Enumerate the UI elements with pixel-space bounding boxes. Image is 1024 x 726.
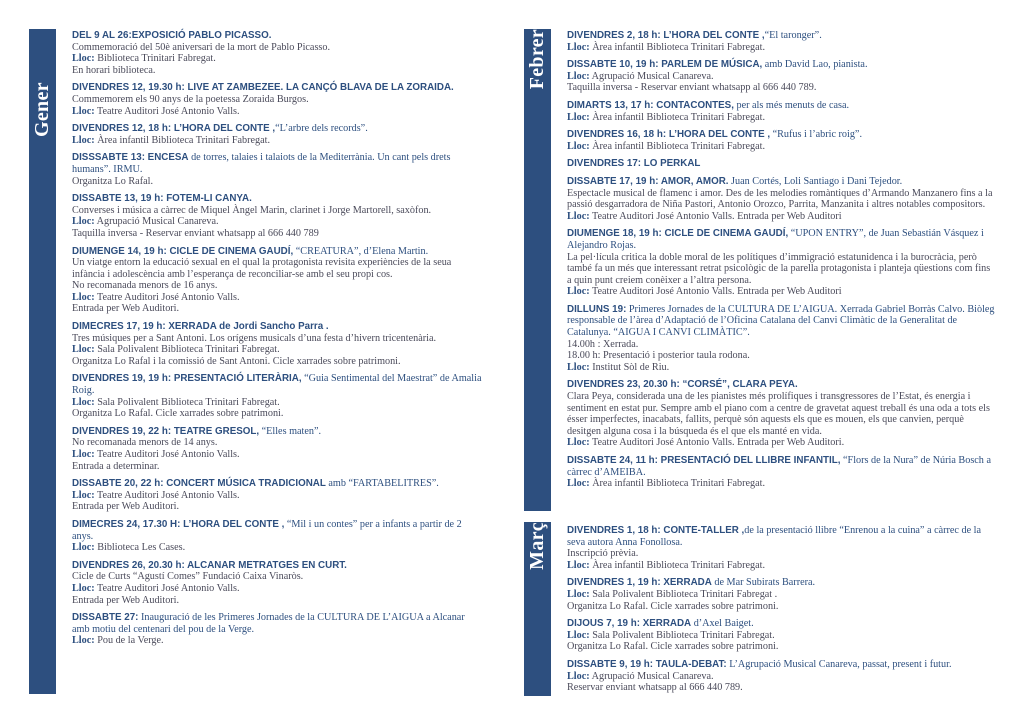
detail-text: Organitza Lo Rafal. Cicle xarrades sobre patrimoni. xyxy=(567,641,779,653)
event-item xyxy=(72,373,482,419)
event-item xyxy=(72,519,482,554)
event-item xyxy=(567,577,997,612)
event-detail xyxy=(72,228,482,240)
event-subtitle: de Mar Subirats Barrera. xyxy=(711,577,816,589)
event-heading xyxy=(567,228,997,251)
event-heading xyxy=(567,659,997,671)
detail-text: Àrea infantil Biblioteca Trinitari Fabregat. xyxy=(589,140,766,152)
event-item xyxy=(567,618,997,653)
event-heading xyxy=(72,560,482,572)
venue-label: Lloc: xyxy=(72,635,95,647)
event-venue xyxy=(567,362,997,374)
event-item xyxy=(72,478,482,513)
venue-label: Lloc: xyxy=(72,396,95,408)
event-date: DISSABTE 17, 19 h: xyxy=(567,175,659,187)
event-title: XERRADA xyxy=(639,618,692,630)
month-label-marc: Març xyxy=(526,522,548,570)
event-title: L’HORA DEL CONTE , xyxy=(660,30,765,41)
event-venue xyxy=(72,292,482,304)
event-heading xyxy=(567,129,997,141)
event-heading xyxy=(567,59,997,71)
event-subtitle: “UPON ENTRY”, de Juan Sebastián Vásquez i Alejandro Rojas. xyxy=(567,228,984,251)
event-detail xyxy=(72,356,482,368)
detail-text: Entrada per Web Auditori. xyxy=(72,501,180,513)
event-venue xyxy=(72,490,482,502)
detail-text: Agrupació Musical Canareva. xyxy=(589,670,714,682)
event-title: ALCANAR METRATGES EN CURT. xyxy=(184,559,347,571)
event-date: DISSABTE 20, 22 h: xyxy=(72,478,164,490)
event-detail xyxy=(72,205,482,217)
event-subtitle: “CREATURA”, d’Elena Martin. xyxy=(293,245,429,257)
event-detail xyxy=(72,333,482,345)
event-subtitle: “Mil i un contes” per a infants a partir de 2 anys. xyxy=(72,518,462,542)
event-venue xyxy=(567,71,997,83)
event-item xyxy=(567,59,997,94)
event-title: L’HORA DEL CONTE , xyxy=(666,129,771,141)
venue-label: Lloc: xyxy=(567,588,590,600)
event-title: PRESENTACIÓ DEL LLIBRE INFANTIL, xyxy=(657,455,841,466)
detail-text: Sala Polivalent Biblioteca Trinitari Fabregat. xyxy=(94,396,280,408)
detail-text: Organitza Lo Rafal. xyxy=(72,175,153,187)
detail-text: Sala Polivalent Biblioteca Trinitari Fabregat . xyxy=(589,588,778,600)
event-subtitle: “Elles maten”. xyxy=(259,425,322,437)
detail-text: Entrada per Web Auditori. xyxy=(72,594,180,606)
event-item xyxy=(72,560,482,606)
event-date: DIVENDRES 16, 18 h: xyxy=(567,129,667,141)
event-detail xyxy=(72,595,482,607)
event-title: PARLEM DE MÚSICA, xyxy=(658,59,763,71)
event-detail xyxy=(567,82,997,94)
events-gener xyxy=(72,30,482,653)
event-date: DIVENDRES 2, 18 h: xyxy=(567,30,661,41)
event-date: DISSABTE 10, 19 h: xyxy=(567,59,659,71)
event-venue xyxy=(567,589,997,601)
detail-text: Teatre Auditori José Antonio Valls. xyxy=(94,105,240,117)
event-heading xyxy=(567,176,997,188)
detail-text: Biblioteca Trinitari Fabregat. xyxy=(94,53,216,65)
event-heading xyxy=(567,30,997,42)
event-detail xyxy=(72,461,482,473)
venue-label: Lloc: xyxy=(72,489,95,501)
event-detail xyxy=(72,65,482,77)
event-heading xyxy=(72,193,482,205)
event-title: CONTACONTES, xyxy=(653,99,734,111)
venue-label: Lloc: xyxy=(567,111,590,123)
venue-label: Lloc: xyxy=(567,41,590,53)
event-subtitle: de torres, talaies i talaiots de la Mediterrània. Un cant pels drets humans”. IRMU. xyxy=(72,152,451,175)
event-detail xyxy=(567,252,997,287)
event-date: DIUMENGE 18, 19 h: xyxy=(567,228,662,240)
event-date: DISSABTE 9, 19 h: xyxy=(567,658,654,670)
event-item xyxy=(72,30,482,76)
event-date: DIVENDRES 23, 20.30 h: xyxy=(567,379,680,391)
event-title: AMOR, AMOR. xyxy=(658,175,729,187)
event-heading xyxy=(72,246,482,258)
event-venue xyxy=(567,560,997,572)
detail-text: Organitza Lo Rafal i la comissió de Sant Antoni. Cicle xarrades sobre patrimoni. xyxy=(72,355,401,367)
event-item xyxy=(567,379,997,449)
detail-text: No recomanada menors de 16 anys. xyxy=(72,280,218,292)
venue-label: Lloc: xyxy=(567,629,590,641)
event-title: CONCERT MÚSICA TRADICIONAL xyxy=(163,478,326,490)
event-subtitle: Inauguració de les Primeres Jornades de la CULTURA DE L’AIGUA a Alcanar amb motiu del centenari del pou de la Verge. xyxy=(72,612,465,635)
event-heading xyxy=(72,478,482,490)
detail-text: Sala Polivalent Biblioteca Trinitari Fabregat. xyxy=(94,344,280,356)
event-venue xyxy=(72,53,482,65)
event-venue xyxy=(567,42,997,54)
event-date: DIVENDRES 1, 18 h: xyxy=(567,525,661,536)
event-subtitle: de la presentació llibre “Enrenou a la cuina” a càrrec de la seva autora Anna Fonollosa. xyxy=(567,525,982,548)
detail-text: Teatre Auditori José Antonio Valls. Entrada per Web Auditori xyxy=(589,286,842,298)
event-date: DISSSABTE 13: xyxy=(72,152,145,164)
event-venue xyxy=(567,211,997,223)
event-date: DIMECRES 24, 17.30 H: xyxy=(72,518,181,530)
event-date: DIVENDRES 1, 19 h: xyxy=(567,577,661,589)
detail-text: Organitza Lo Rafal. Cicle xarrades sobre patrimoni. xyxy=(567,600,779,612)
event-heading xyxy=(567,379,997,391)
event-heading xyxy=(72,123,482,135)
detail-text: No recomanada menors de 14 anys. xyxy=(72,437,218,449)
event-venue xyxy=(72,635,482,647)
detail-text: Commemorem els 90 anys de la poetessa Zoraida Burgos. xyxy=(72,93,309,105)
event-item xyxy=(567,455,997,490)
detail-text: La pel·lícula critica la doble moral de les polítiques d’immigració estatunidenca i la burocràcia, però també fa un més que interessant retrat psicològic de la parella protagonista i planteja qüestions com fins a quin punt creiem conèixer a l’altra persona. xyxy=(567,251,991,286)
event-venue xyxy=(567,671,997,683)
event-title: “CORSÉ”, CLARA PEYA. xyxy=(679,379,798,391)
detail-text: Biblioteca Les Cases. xyxy=(94,542,186,554)
event-heading xyxy=(72,321,482,333)
detail-text: Taquilla inversa - Reservar enviant whatsapp al 666 440 789 xyxy=(72,227,319,239)
event-title: CICLE DE CINEMA GAUDÍ, xyxy=(166,245,294,257)
detail-text: Taquilla inversa - Reservar enviant whatsapp al 666 440 789. xyxy=(567,82,817,94)
event-date: DILLUNS 19: xyxy=(567,303,627,315)
venue-label: Lloc: xyxy=(567,210,590,222)
event-detail xyxy=(72,501,482,513)
event-item xyxy=(567,30,997,53)
detail-text: Àrea infantil Biblioteca Trinitari Fabregat. xyxy=(589,559,766,571)
month-label-gener: Gener xyxy=(31,82,53,137)
event-title: L’HORA DEL CONTE , xyxy=(180,518,285,530)
event-heading xyxy=(567,618,997,630)
event-subtitle: d’Axel Baiget. xyxy=(691,618,754,630)
event-detail xyxy=(567,339,997,351)
detail-text: Àrea infantil Biblioteca Trinitari Fabregat. xyxy=(94,134,271,146)
venue-label: Lloc: xyxy=(72,449,95,460)
venue-label: Lloc: xyxy=(72,542,95,554)
event-subtitle: “Guia Sentimental del Maestrat” de Amalia Roig. xyxy=(72,373,482,397)
venue-label: Lloc: xyxy=(567,670,590,682)
event-title: TEATRE GRESOL, xyxy=(171,425,260,437)
event-date: DIUMENGE 14, 19 h: xyxy=(72,245,167,257)
event-item xyxy=(72,193,482,239)
event-detail xyxy=(72,176,482,188)
event-heading xyxy=(72,82,482,94)
venue-label: Lloc: xyxy=(72,291,95,303)
detail-text: Converses i música a càrrec de Miquel Àngel Marin, clarinet i Jorge Martorell, saxòfon. xyxy=(72,204,432,216)
detail-text: Cicle de Curts “Agustí Comes” Fundació Caixa Vinaròs. xyxy=(72,571,304,583)
venue-label: Lloc: xyxy=(72,134,95,146)
venue-label: Lloc: xyxy=(567,559,590,571)
event-item xyxy=(72,152,482,187)
detail-text: Inscripció prèvia. xyxy=(567,548,639,560)
event-heading xyxy=(567,577,997,589)
event-detail xyxy=(567,682,997,694)
event-item xyxy=(567,176,997,222)
event-subtitle: “Flors de la Nura” de Núria Bosch a càrrec d’AMEIBA. xyxy=(567,455,991,478)
month-label-febrer: Febrer xyxy=(526,29,548,90)
event-item xyxy=(567,304,997,374)
event-venue xyxy=(72,583,482,595)
event-date: DIVENDRES 12, 18 h: xyxy=(72,123,172,135)
event-venue xyxy=(72,344,482,356)
event-detail xyxy=(567,188,997,211)
month-tab-gener xyxy=(29,29,56,694)
detail-text: Àrea infantil Biblioteca Trinitari Fabregat. xyxy=(589,111,766,123)
event-detail xyxy=(72,437,482,449)
event-detail xyxy=(567,548,997,560)
detail-text: Un viatge entorn la educació sexual en el qual la protagonista revisita experiències de la seua infància i adolescència amb l’esperança de reconciliar-se amb el seu propi cos. xyxy=(72,257,452,280)
event-detail xyxy=(567,601,997,613)
event-title: L’HORA DEL CONTE , xyxy=(171,123,276,135)
detail-text: Agrupació Musical Canareva. xyxy=(94,216,219,228)
event-item xyxy=(567,228,997,298)
event-heading xyxy=(72,152,482,175)
detail-text: Clara Peya, considerada una de les pianistes més prolífiques i transgressores de l’Estat, és energia i sentiment en estat pur. Sempre amb el piano com a centre de gravetat aquest treball és una oda a tots els ésser imperfectes, inacabats, fallits, perquè són aquests els que es mouen, els que canvien, perquè desitgen alguna cosa i la búsqueda és el que els manté en vida. xyxy=(567,391,990,437)
event-detail xyxy=(72,257,482,280)
event-heading xyxy=(567,304,997,339)
venue-label: Lloc: xyxy=(567,478,590,490)
event-heading xyxy=(72,373,482,396)
detail-text: Teatre Auditori José Antonio Valls. xyxy=(94,582,240,594)
event-subtitle: “El taronger”. xyxy=(764,30,822,41)
venue-label: Lloc: xyxy=(72,216,95,228)
detail-text: Teatre Auditori José Antonio Valls. xyxy=(94,449,240,460)
venue-label: Lloc: xyxy=(72,344,95,356)
detail-text: Reservar enviant whatsapp al 666 440 789. xyxy=(567,682,743,694)
event-title: TAULA-DEBAT: xyxy=(653,658,727,670)
venue-label: Lloc: xyxy=(567,286,590,298)
event-subtitle: Juan Cortés, Loli Santiago i Dani Tejedor. xyxy=(728,175,903,187)
detail-text: Agrupació Musical Canareva. xyxy=(589,70,714,82)
event-detail xyxy=(72,408,482,420)
event-venue xyxy=(72,397,482,409)
detail-text: Teatre Auditori José Antonio Valls. xyxy=(94,489,240,501)
detail-text: Pou de la Verge. xyxy=(94,635,164,647)
event-title: ENCESA xyxy=(144,152,189,164)
event-date: DIVENDRES 12, 19.30 h: xyxy=(72,82,185,94)
month-tab-marc xyxy=(524,522,551,696)
event-date: DIVENDRES 26, 20.30 h: xyxy=(72,559,185,571)
event-heading xyxy=(72,612,482,635)
event-heading xyxy=(72,519,482,542)
detail-text: Àrea infantil Biblioteca Trinitari Fabregat. xyxy=(589,478,766,490)
events-febrer xyxy=(567,30,997,496)
event-venue xyxy=(567,141,997,153)
event-date: DIVENDRES 17: xyxy=(567,158,642,170)
detail-text: 14.00h : Xerrada. xyxy=(567,338,639,350)
event-heading xyxy=(72,426,482,438)
event-heading xyxy=(72,30,482,42)
detail-text: Organitza Lo Rafal. Cicle xarrades sobre patrimoni. xyxy=(72,408,284,420)
detail-text: Institut Sòl de Riu. xyxy=(589,361,670,373)
event-date: DIVENDRES 19, 22 h: xyxy=(72,425,172,437)
event-detail xyxy=(72,303,482,315)
event-item xyxy=(567,659,997,694)
event-date: DISSABTE 13, 19 h: xyxy=(72,193,164,205)
detail-text: Commemoració del 50è aniversari de la mort de Pablo Picasso. xyxy=(72,41,331,53)
event-detail xyxy=(72,280,482,292)
venue-label: Lloc: xyxy=(567,70,590,82)
event-venue xyxy=(72,135,482,147)
event-date: DISSABTE 24, 11 h: xyxy=(567,455,658,466)
event-item xyxy=(567,100,997,123)
detail-text: Espectacle musical de flamenc i amor. Des de les melodies romàntiques d’Armando Manzanero fins a la passió desgarradora de Niña Pastori, Antonio Orozco, Parrita, Manzanita i altres notables compositors. xyxy=(567,187,993,211)
event-title: CICLE DE CINEMA GAUDÍ, xyxy=(661,228,789,240)
detail-text: Teatre Auditori José Antonio Valls. xyxy=(94,291,240,303)
event-item xyxy=(567,129,997,152)
event-date: DIJOUS 7, 19 h: xyxy=(567,618,640,630)
event-item xyxy=(567,158,997,170)
event-item xyxy=(72,321,482,367)
event-subtitle: amb “FARTABELITRES”. xyxy=(325,478,439,490)
detail-text: Entrada per Web Auditori. xyxy=(72,303,180,315)
event-item xyxy=(72,82,482,117)
detail-text: 18.00 h: Presentació i posterior taula rodona. xyxy=(567,350,750,362)
venue-label: Lloc: xyxy=(72,582,95,594)
event-heading xyxy=(567,158,997,170)
event-subtitle: amb David Lao, pianista. xyxy=(762,59,868,71)
event-heading xyxy=(567,525,997,548)
event-venue xyxy=(567,112,997,124)
detail-text: Sala Polivalent Biblioteca Trinitari Fabregat. xyxy=(589,629,775,641)
venue-label: Lloc: xyxy=(567,437,590,449)
event-detail xyxy=(567,391,997,437)
event-subtitle: L’Agrupació Musical Canareva, passat, present i futur. xyxy=(726,658,952,670)
event-venue xyxy=(72,542,482,554)
detail-text: En horari biblioteca. xyxy=(72,64,156,76)
event-subtitle: per als més menuts de casa. xyxy=(733,99,850,111)
event-item xyxy=(72,426,482,472)
event-title: CONTE-TALLER , xyxy=(660,525,745,536)
detail-text: Àrea infantil Biblioteca Trinitari Fabregat. xyxy=(589,41,766,53)
venue-label: Lloc: xyxy=(567,361,590,373)
event-title: PRESENTACIÓ LITERÀRIA, xyxy=(171,373,302,385)
event-title: EXPOSICIÓ PABLO PICASSO. xyxy=(131,30,272,41)
event-title: LIVE AT ZAMBEZEE. LA CANÇÓ BLAVA DE LA ZORAIDA. xyxy=(184,82,454,94)
event-subtitle: Primeres Jornades de la CULTURA DE L’AIGUA. Xerrada Gabriel Borràs Calvo. Biòleg responsable de l’àrea d’Adaptació de l’Oficina Catalana del Canvi Climàtic de la Generalitat de Catalunya. “AIGUA I CANVI CLIMÀTIC”. xyxy=(567,303,995,339)
event-subtitle: “Rufus i l’abric roig”. xyxy=(770,129,863,141)
event-detail xyxy=(567,350,997,362)
event-date: DIMECRES 17, 19 h: xyxy=(72,321,166,333)
detail-text: Tres músiques per a Sant Antoni. Los orígens musicals d’una festa d’hivern tricentenària. xyxy=(72,332,437,344)
event-venue xyxy=(567,630,997,642)
event-date: DEL 9 AL 26: xyxy=(72,30,132,41)
event-item xyxy=(567,525,997,571)
event-date: DIVENDRES 19, 19 h: xyxy=(72,373,172,385)
event-detail xyxy=(567,641,997,653)
event-detail xyxy=(72,42,482,54)
event-date: DISSABTE 27: xyxy=(72,612,139,624)
venue-label: Lloc: xyxy=(567,140,590,152)
event-detail xyxy=(72,571,482,583)
event-title: XERRADA xyxy=(660,577,712,589)
event-item xyxy=(72,246,482,316)
detail-text: Teatre Auditori José Antonio Valls. Entrada per Web Auditori. xyxy=(589,437,845,449)
venue-label: Lloc: xyxy=(72,53,95,65)
event-subtitle: “L’arbre dels records”. xyxy=(275,123,368,135)
event-detail xyxy=(72,94,482,106)
detail-text: Teatre Auditori José Antonio Valls. Entrada per Web Auditori xyxy=(589,210,842,222)
event-venue xyxy=(72,449,482,461)
event-title: LO PERKAL xyxy=(641,158,701,170)
event-heading xyxy=(567,455,997,478)
event-title: FOTEM-LI CANYA. xyxy=(163,193,252,205)
month-tab-febrer xyxy=(524,29,551,511)
event-venue xyxy=(72,106,482,118)
events-marc xyxy=(567,525,997,700)
event-date: DIMARTS 13, 17 h: xyxy=(567,99,654,111)
event-item xyxy=(72,123,482,146)
event-title: XERRADA de Jordi Sancho Parra . xyxy=(165,321,329,333)
event-venue xyxy=(567,437,997,449)
event-venue xyxy=(567,286,997,298)
venue-label: Lloc: xyxy=(72,105,95,117)
event-heading xyxy=(567,100,997,112)
event-item xyxy=(72,612,482,647)
detail-text: Entrada a determinar. xyxy=(72,460,160,472)
event-venue xyxy=(72,216,482,228)
event-venue xyxy=(567,478,997,490)
